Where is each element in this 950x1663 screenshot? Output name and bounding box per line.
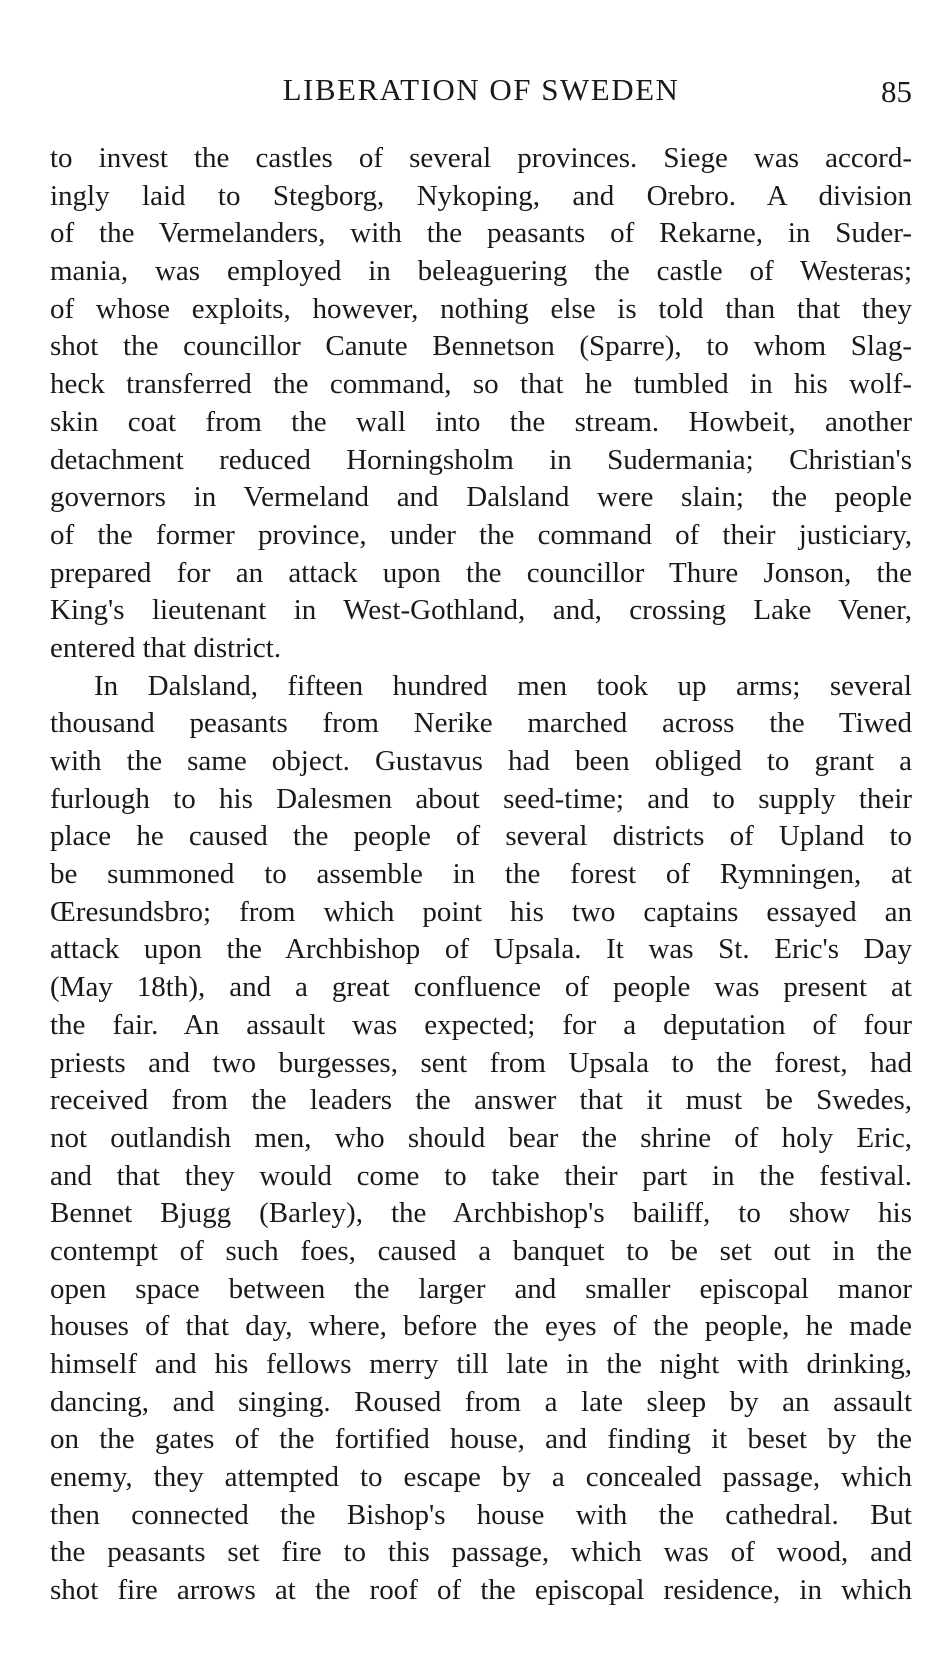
text-line: then connected the Bishop's house with the cathedral. But: [50, 1498, 912, 1531]
text-line: skin coat from the wall into the stream. Howbeit, another: [50, 405, 912, 438]
text-line: dancing, and singing. Roused from a late sleep by an assault: [50, 1385, 912, 1418]
text-line: governors in Vermeland and Dalsland were slain; the people: [50, 481, 912, 514]
text-line: Œresundsbro; from which point his two captains essayed an: [50, 895, 912, 928]
text-line: open space between the larger and smaller episcopal manor: [50, 1272, 912, 1305]
text-line: enemy, they attempted to escape by a concealed passage, which: [50, 1461, 912, 1494]
text-line: King's lieutenant in West-Gothland, and, crossing Lake Vener,: [50, 594, 912, 627]
paragraph-2: [50, 668, 912, 1610]
text-line: heck transferred the command, so that he tumbled in his wolf-: [50, 368, 912, 401]
text-line: ingly laid to Stegborg, Nykoping, and Orebro. A division: [50, 179, 912, 212]
text-line: of the Vermelanders, with the peasants of Rekarne, in Suder-: [50, 217, 912, 250]
text-line: received from the leaders the answer that it must be Swedes,: [50, 1084, 912, 1117]
text-line: In Dalsland, fifteen hundred men took up arms; several: [94, 669, 912, 702]
text-line: Bennet Bjugg (Barley), the Archbishop's bailiff, to show his: [50, 1197, 912, 1230]
text-line: the fair. An assault was expected; for a deputation of four: [50, 1008, 912, 1041]
running-title: LIBERATION OF SWEDEN: [282, 72, 680, 107]
text-line: not outlandish men, who should bear the shrine of holy Eric,: [50, 1121, 912, 1154]
text-line: the peasants set fire to this passage, which was of wood, and: [50, 1536, 912, 1569]
text-line: houses of that day, where, before the eyes of the people, he made: [50, 1310, 912, 1343]
text-line: with the same object. Gustavus had been obliged to grant a: [50, 745, 912, 777]
text-line: priests and two burgesses, sent from Upsala to the forest, had: [50, 1046, 912, 1079]
text-line: be summoned to assemble in the forest of Rymningen, at: [50, 858, 912, 891]
text-line: on the gates of the fortified house, and finding it beset by the: [50, 1423, 912, 1456]
text-line: shot fire arrows at the roof of the episcopal residence, in which: [50, 1574, 912, 1607]
text-line: of the former province, under the command of their justiciary,: [50, 518, 912, 551]
text-line: of whose exploits, however, nothing else is told than that they: [50, 292, 912, 325]
text-line: thousand peasants from Nerike marched across the Tiwed: [50, 707, 912, 740]
page-body: [50, 140, 912, 1610]
text-line: shot the councillor Canute Bennetson (Sparre), to whom Slag-: [50, 330, 912, 363]
page-header: [50, 72, 912, 112]
text-line: entered that district.: [50, 631, 282, 664]
text-line: detachment reduced Horningsholm in Sudermania; Christian's: [50, 443, 912, 476]
paragraph-1: [50, 140, 912, 668]
text-line: prepared for an attack upon the councillor Thure Jonson, the: [50, 556, 912, 589]
text-line: mania, was employed in beleaguering the castle of Westeras;: [50, 255, 912, 288]
text-line: (May 18th), and a great confluence of people was present at: [50, 971, 912, 1004]
text-line: to invest the castles of several provinces. Siege was accord-: [50, 142, 912, 174]
text-line: attack upon the Archbishop of Upsala. It was St. Eric's Day: [50, 933, 912, 966]
page-number: 85: [881, 74, 912, 109]
text-line: place he caused the people of several districts of Upland to: [50, 820, 912, 853]
text-line: furlough to his Dalesmen about seed-time; and to supply their: [50, 782, 912, 815]
text-line: himself and his fellows merry till late in the night with drinking,: [50, 1348, 912, 1380]
text-line: contempt of such foes, caused a banquet to be set out in the: [50, 1234, 912, 1267]
text-line: and that they would come to take their part in the festival.: [50, 1159, 912, 1192]
